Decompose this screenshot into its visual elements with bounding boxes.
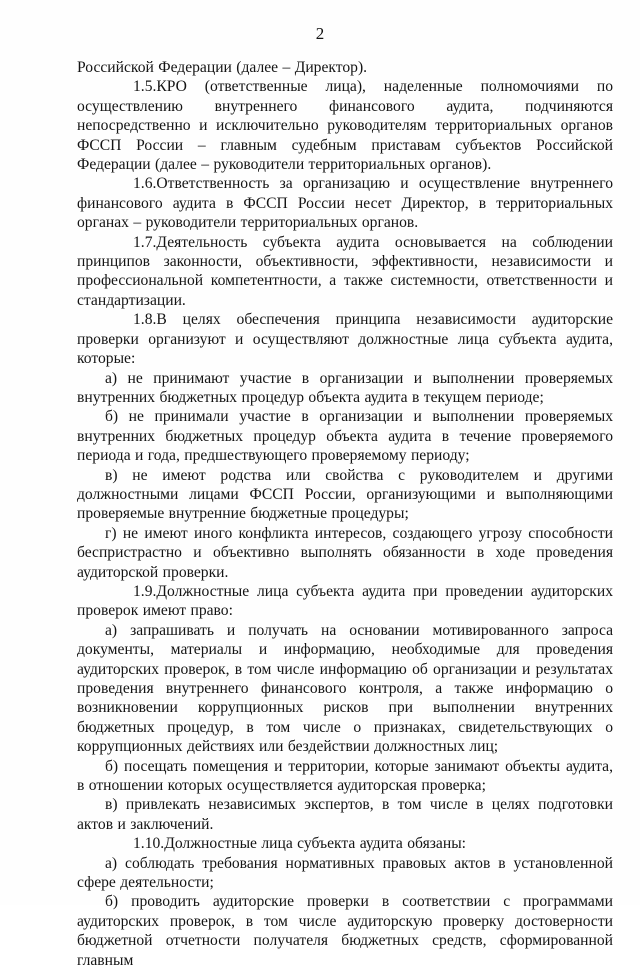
list-item-1-10-a: [77, 854, 613, 893]
paragraph-number: 1.9.: [133, 582, 157, 600]
list-item-text: а) запрашивать и получать на основании мотивированного запроса документы, материалы и информацию, необходимые для проведения аудиторских проверок, в том числе информацию об организации и результатах проведения внутреннего финансового контроля, а также информацию о возникновении коррупционных рисков при выполнении внутренних бюджетных процедур, в том числе о признаках, свидетельствующих о коррупционных действиях или бездействии должностных лиц;: [77, 621, 613, 756]
list-item-text: в) не имеют родства или свойства с руководителем и другими должностными лицами ФССП России, организующими и выполняющими проверяемые внутренние бюджетные процедуры;: [77, 466, 613, 523]
list-item-text: б) не принимали участие в организации и выполнении проверяемых внутренних бюджетных процедур объекта аудита в течение проверяемого периода и года, предшествующего проверяемому периоду;: [77, 408, 613, 465]
paragraph-1-6: [77, 174, 613, 232]
paragraph-text: Должностные лица субъекта аудита при проведении аудиторских проверок имеют право:: [77, 582, 613, 620]
list-item-1-8-a: [77, 369, 613, 408]
list-item-text: а) соблюдать требования нормативных правовых актов в установленной сфере деятельности;: [77, 854, 613, 892]
paragraph-continuation: [77, 58, 613, 77]
list-item-text: б) посещать помещения и территории, которые занимают объекты аудита, в отношении которых осуществляется аудиторская проверка;: [77, 757, 613, 795]
list-item-text: в) привлекать независимых экспертов, в том числе в целях подготовки актов и заключений.: [77, 796, 613, 833]
paragraph-text: В целях обеспечения принципа независимости аудиторские проверки организуют и осуществляют должностные лица субъекта аудита, которые:: [77, 311, 613, 368]
paragraph-number: 1.10.: [133, 835, 165, 853]
list-item-1-8-v: [77, 466, 613, 524]
paragraph-text: Должностные лица субъекта аудита обязаны:: [164, 835, 467, 853]
paragraph-1-9: [77, 582, 613, 621]
list-item-1-9-b: [77, 757, 613, 796]
page-number: 2: [315, 24, 325, 43]
paragraph-1-7: [77, 233, 613, 311]
list-item-text: а) не принимают участие в организации и выполнении проверяемых внутренних бюджетных процедур объекта аудита в текущем периоде;: [77, 369, 613, 406]
paragraph-text: Российской Федерации (далее – Директор).: [77, 59, 368, 76]
paragraph-number: 1.8.: [133, 311, 157, 329]
paragraph-1-8: [77, 310, 613, 368]
paragraph-1-5: [77, 77, 613, 174]
paragraph-number: 1.7.: [133, 233, 157, 251]
list-item-text: г) не имеют иного конфликта интересов, создающего угрозу способности беспристрастно и объективно выполнять обязанности в ходе проведения аудиторской проверки.: [77, 524, 613, 581]
list-item-1-8-b: [77, 407, 613, 465]
paragraph-number: 1.5.: [133, 78, 157, 96]
list-item-1-9-v: [77, 795, 613, 834]
paragraph-text: КРО (ответственные лица), наделенные полномочиями по осуществлению внутреннего финансового аудита, подчиняются непосредственно и исключительно руководителям территориальных органов ФССП России – главным судебным приставам субъектов Российской Федерации (далее – руководители территориальных органов).: [77, 78, 613, 174]
list-item-1-10-b: [77, 892, 613, 970]
paragraph-1-10: [77, 834, 613, 853]
paragraph-text: Ответственность за организацию и осуществление внутреннего финансового аудита в ФССП России несет Директор, в территориальных органах – руководители территориальных органов.: [77, 175, 613, 232]
paragraph-number: 1.6.: [133, 175, 157, 193]
document-body: [77, 58, 613, 970]
list-item-text: б) проводить аудиторские проверки в соответствии с программами аудиторских проверок, в том числе аудиторскую проверку достоверности бюджетной отчетности получателя бюджетных средств, сформированной главным: [77, 893, 613, 969]
list-item-1-9-a: [77, 621, 613, 757]
paragraph-text: Деятельность субъекта аудита основывается на соблюдении принципов законности, объективности, эффективности, независимости и профессиональной компетентности, а также системности, ответственности и стандартизации.: [77, 233, 613, 309]
list-item-1-8-g: [77, 524, 613, 582]
